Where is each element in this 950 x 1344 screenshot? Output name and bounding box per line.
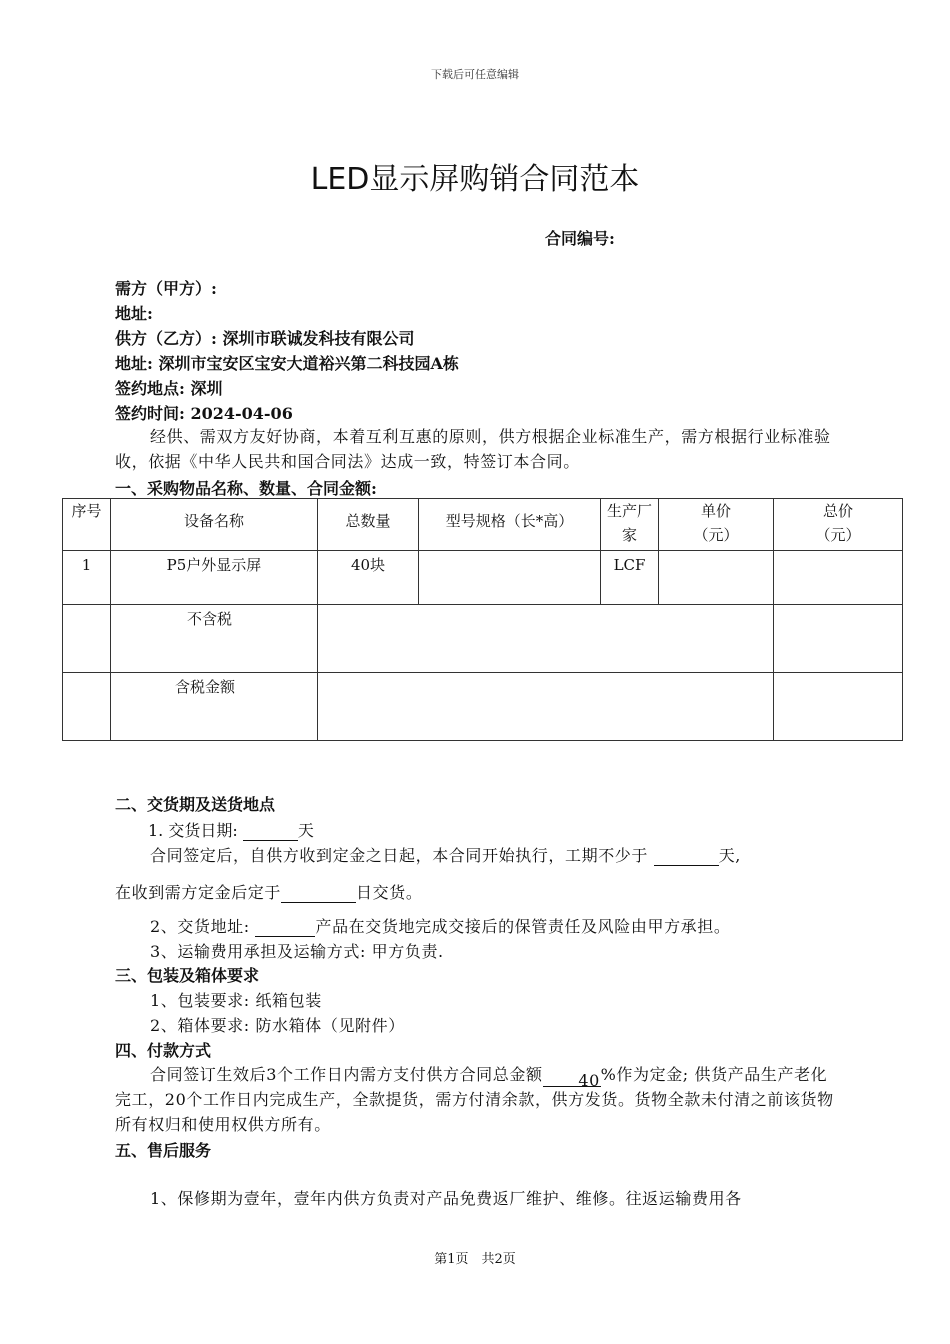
delivery-date-line [148,818,314,841]
cell-spec [419,551,601,605]
purchase-table [62,498,903,741]
delivery-date-unit: 天 [297,821,314,840]
header-cell-no: 序号 [63,499,111,551]
delivery-day-text: 在收到需方定金后定于 [115,883,282,902]
excl-tax-value [318,605,774,673]
document-title: LED显示屏购销合同范本 [310,162,640,197]
header-note: 下载后可任意编辑 [431,68,519,81]
excl-tax-total [774,605,903,673]
excl-tax-label: 不含税 [111,605,318,673]
cell-total [774,551,903,605]
delivery-address-blank[interactable] [255,918,315,937]
incl-tax-value [318,673,774,741]
header-cell-unit-price: 单价（元） [659,499,774,551]
delivery-date-blank[interactable] [243,822,298,841]
delivery-date-label: 1. 交货日期: [148,821,238,840]
section2-heading: 二、交货期及送货地点 [115,795,276,814]
buyer-label: 需方（甲方）: [115,279,217,298]
lead-time-blank[interactable] [654,847,719,866]
cell-qty: 40块 [318,551,419,605]
delivery-day-line [115,880,422,903]
header-cell-total: 总价（元） [774,499,903,551]
section1-heading: 一、采购物品名称、数量、合同金额: [115,479,377,498]
incl-tax-total [774,673,903,741]
excl-tax-row [63,605,903,673]
seller-info: 供方（乙方）: 深圳市联诚发科技有限公司 [115,329,415,348]
transport-line: 3、运输费用承担及运输方式: 甲方负责. [150,942,444,961]
payment-text-prefix: 合同签订生效后3个工作日内需方支付供方合同总金额 [150,1065,543,1084]
delivery-day-suffix: 日交货。 [356,883,423,902]
delivery-address-text: 产品在交货地完成交接后的保管责任及风险由甲方承担。 [315,917,731,936]
delivery-address-line [150,914,730,937]
cell-maker: LCF [601,551,659,605]
incl-tax-label: 含税金额 [111,673,318,741]
case-line: 2、箱体要求: 防水箱体（见附件） [150,1016,405,1035]
header-cell-spec: 型号规格（长*高） [419,499,601,551]
incl-tax-row [63,673,903,741]
deposit-percent: 40 [543,1068,601,1087]
seller-address: 地址: 深圳市宝安区宝安大道裕兴第二科技园A栋 [115,354,459,373]
section3-heading: 三、包装及箱体要求 [115,966,260,985]
cell-unit-price [659,551,774,605]
lead-time-unit: 天, [718,846,741,865]
table-header-row [63,499,903,551]
intro-paragraph: 经供、需双方友好协商，本着互利互惠的原则，供方根据企业标准生产，需方根据行业标准验收，依据《中华人民共和国合同法》达成一致，特签订本合同。 [115,427,831,471]
lead-time-line [150,843,741,866]
lead-time-text: 合同签定后，自供方收到定金之日起，本合同开始执行，工期不少于 [150,846,649,865]
contract-number-label: 合同编号: [545,229,615,248]
page-footer: 第1页 共2页 [434,1252,516,1267]
payment-text-suffix: %作为定金; 供货产品生产老化完工，20个工作日内完成生产，全款提货，需方付清余款，供方发货。货物全款未付清之前该货物所有权归和使用权供方所有。 [115,1065,834,1134]
delivery-day-blank[interactable] [281,884,356,903]
header-cell-name: 设备名称 [111,499,318,551]
sign-place: 签约地点: 深圳 [115,379,223,398]
buyer-address-label: 地址: [115,304,153,323]
cell-no: 1 [63,551,111,605]
excl-tax-blank [63,605,111,673]
table-row [63,551,903,605]
header-cell-qty: 总数量 [318,499,419,551]
incl-tax-blank [63,673,111,741]
section5-heading: 五、售后服务 [115,1141,212,1160]
header-cell-maker: 生产厂家 [601,499,659,551]
section4-heading: 四、付款方式 [115,1041,212,1060]
payment-paragraph [115,1062,840,1137]
cell-name: P5户外显示屏 [111,551,318,605]
warranty-line: 1、保修期为壹年，壹年内供方负责对产品免费返厂维护、维修。往返运输费用各 [150,1189,742,1208]
packaging-line: 1、包装要求: 纸箱包装 [150,991,322,1010]
delivery-address-label: 2、交货地址: [150,917,250,936]
sign-date: 签约时间: 2024-04-06 [115,404,293,423]
